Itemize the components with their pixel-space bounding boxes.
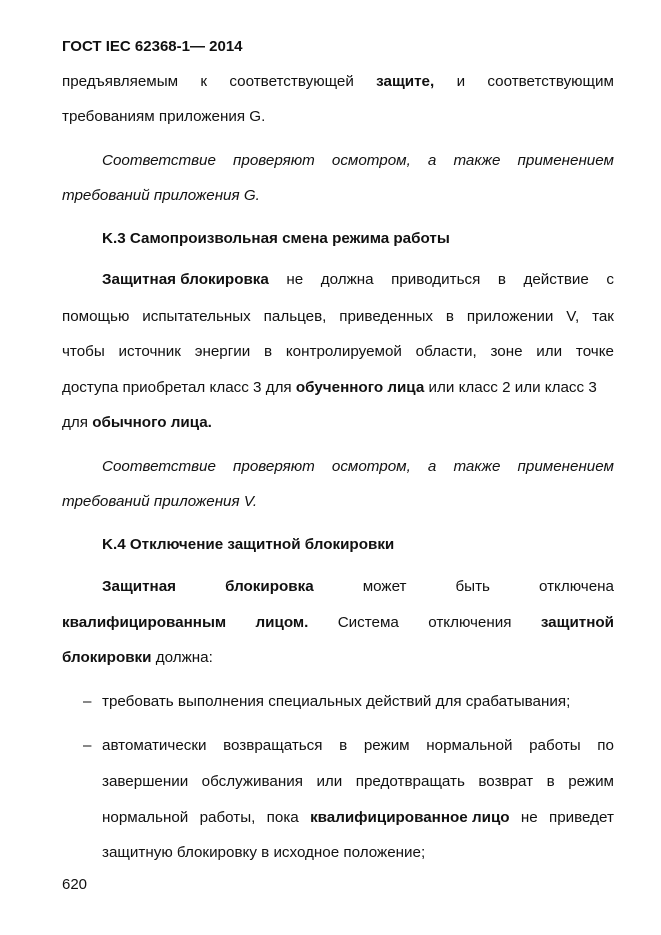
word: действие bbox=[523, 271, 589, 288]
section-heading-k3: K.3 Самопроизвольная смена режима работы bbox=[102, 230, 450, 247]
word: к bbox=[200, 73, 208, 90]
text-run: или класс 2 или класс 3 bbox=[428, 379, 597, 396]
page-number: 620 bbox=[62, 876, 88, 893]
word: приложении bbox=[466, 308, 554, 325]
paragraph-line bbox=[62, 413, 614, 433]
word: обслуживания bbox=[201, 773, 303, 790]
word: так bbox=[592, 308, 614, 325]
word: возврат bbox=[478, 773, 534, 790]
word: соответствующей bbox=[229, 73, 354, 90]
word: энергии bbox=[194, 343, 251, 360]
word: также bbox=[453, 458, 501, 475]
term-bold: блокировки bbox=[62, 649, 152, 666]
list-bullet: – bbox=[83, 693, 92, 710]
word: по bbox=[597, 737, 614, 754]
word: испытательных bbox=[142, 308, 251, 325]
word: в bbox=[497, 271, 506, 288]
word: пальцев, bbox=[263, 308, 327, 325]
word: не bbox=[520, 809, 538, 826]
word: приводиться bbox=[391, 271, 481, 288]
term-bold: Защитная блокировка bbox=[102, 271, 269, 288]
compliance-line bbox=[102, 457, 614, 477]
word: и bbox=[456, 73, 466, 90]
paragraph-line bbox=[62, 648, 614, 668]
word: в bbox=[339, 737, 348, 754]
word: Соответствие bbox=[102, 152, 216, 169]
word: может bbox=[362, 578, 407, 595]
word: нормальной bbox=[102, 809, 189, 826]
paragraph-line bbox=[102, 270, 614, 290]
word: точке bbox=[575, 343, 614, 360]
word: отключения bbox=[428, 614, 512, 631]
word: пока bbox=[266, 809, 299, 826]
word: нормальной bbox=[426, 737, 513, 754]
word: проверяют bbox=[233, 458, 315, 475]
word: не bbox=[286, 271, 304, 288]
word: а bbox=[427, 458, 437, 475]
term-bold: квалифицированным bbox=[62, 614, 227, 631]
list-item-line bbox=[102, 772, 614, 792]
text-run: для bbox=[62, 414, 88, 431]
word: контролируемой bbox=[285, 343, 402, 360]
word: отключена bbox=[538, 578, 614, 595]
word: чтобы bbox=[62, 343, 105, 360]
word: проверяют bbox=[233, 152, 315, 169]
list-item: требовать выполнения специальных действий для срабатывания; bbox=[102, 693, 571, 710]
word: завершении bbox=[102, 773, 189, 790]
term-bold: защитной bbox=[540, 614, 614, 631]
term-bold: обученного лица bbox=[295, 379, 425, 396]
word: возвращаться bbox=[223, 737, 323, 754]
word: осмотром, bbox=[331, 152, 411, 169]
word: в bbox=[264, 343, 273, 360]
word: в bbox=[445, 308, 454, 325]
word: режим bbox=[363, 737, 410, 754]
term-bold: обычного лица. bbox=[92, 414, 212, 431]
word: а bbox=[427, 152, 437, 169]
word: или bbox=[536, 343, 563, 360]
word: предотвращать bbox=[355, 773, 465, 790]
paragraph-line bbox=[62, 378, 614, 398]
word: осмотром, bbox=[331, 458, 411, 475]
word: с bbox=[606, 271, 614, 288]
paragraph-line bbox=[62, 72, 614, 92]
compliance-line: требований приложения G. bbox=[62, 187, 260, 204]
list-item-line: защитную блокировку в исходное положение; bbox=[102, 844, 426, 861]
word: или bbox=[316, 773, 343, 790]
list-item-line bbox=[102, 736, 614, 756]
word: соответствующим bbox=[487, 73, 614, 90]
paragraph-line bbox=[102, 577, 614, 597]
list-bullet: – bbox=[83, 737, 92, 754]
word: Система bbox=[337, 614, 399, 631]
term-bold: лицом. bbox=[255, 614, 309, 631]
word: помощью bbox=[62, 308, 130, 325]
word: автоматически bbox=[102, 737, 207, 754]
word: режим bbox=[568, 773, 614, 790]
word: приведет bbox=[549, 809, 614, 826]
compliance-line: требований приложения V. bbox=[62, 493, 258, 510]
paragraph-line bbox=[62, 613, 614, 633]
section-heading-k4: K.4 Отключение защитной блокировки bbox=[102, 536, 395, 553]
term-bold: Защитная bbox=[102, 578, 177, 595]
paragraph-line bbox=[62, 307, 614, 327]
text-run: должна: bbox=[155, 649, 213, 666]
term-bold: защите, bbox=[376, 73, 435, 90]
word: Соответствие bbox=[102, 458, 216, 475]
word: также bbox=[453, 152, 501, 169]
list-item-line bbox=[102, 808, 614, 828]
compliance-line bbox=[102, 151, 614, 171]
word: предъявляемым bbox=[62, 73, 179, 90]
word: приведенных bbox=[339, 308, 434, 325]
term-bold: квалифицированное лицо bbox=[310, 809, 510, 826]
word: должна bbox=[320, 271, 374, 288]
word: V, bbox=[566, 308, 580, 325]
word: применением bbox=[517, 152, 614, 169]
term-bold: блокировка bbox=[225, 578, 314, 595]
paragraph-line bbox=[62, 342, 614, 362]
word: зоне bbox=[490, 343, 523, 360]
document-header: ГОСТ IEC 62368-1— 2014 bbox=[62, 38, 243, 55]
word: быть bbox=[455, 578, 490, 595]
word: источник bbox=[118, 343, 181, 360]
word: области, bbox=[415, 343, 477, 360]
word: работы bbox=[529, 737, 581, 754]
word: применением bbox=[517, 458, 614, 475]
word: в bbox=[546, 773, 555, 790]
paragraph-line: требованиям приложения G. bbox=[62, 108, 266, 125]
word: работы, bbox=[199, 809, 256, 826]
text-run: доступа приобретал класс 3 для bbox=[62, 379, 292, 396]
